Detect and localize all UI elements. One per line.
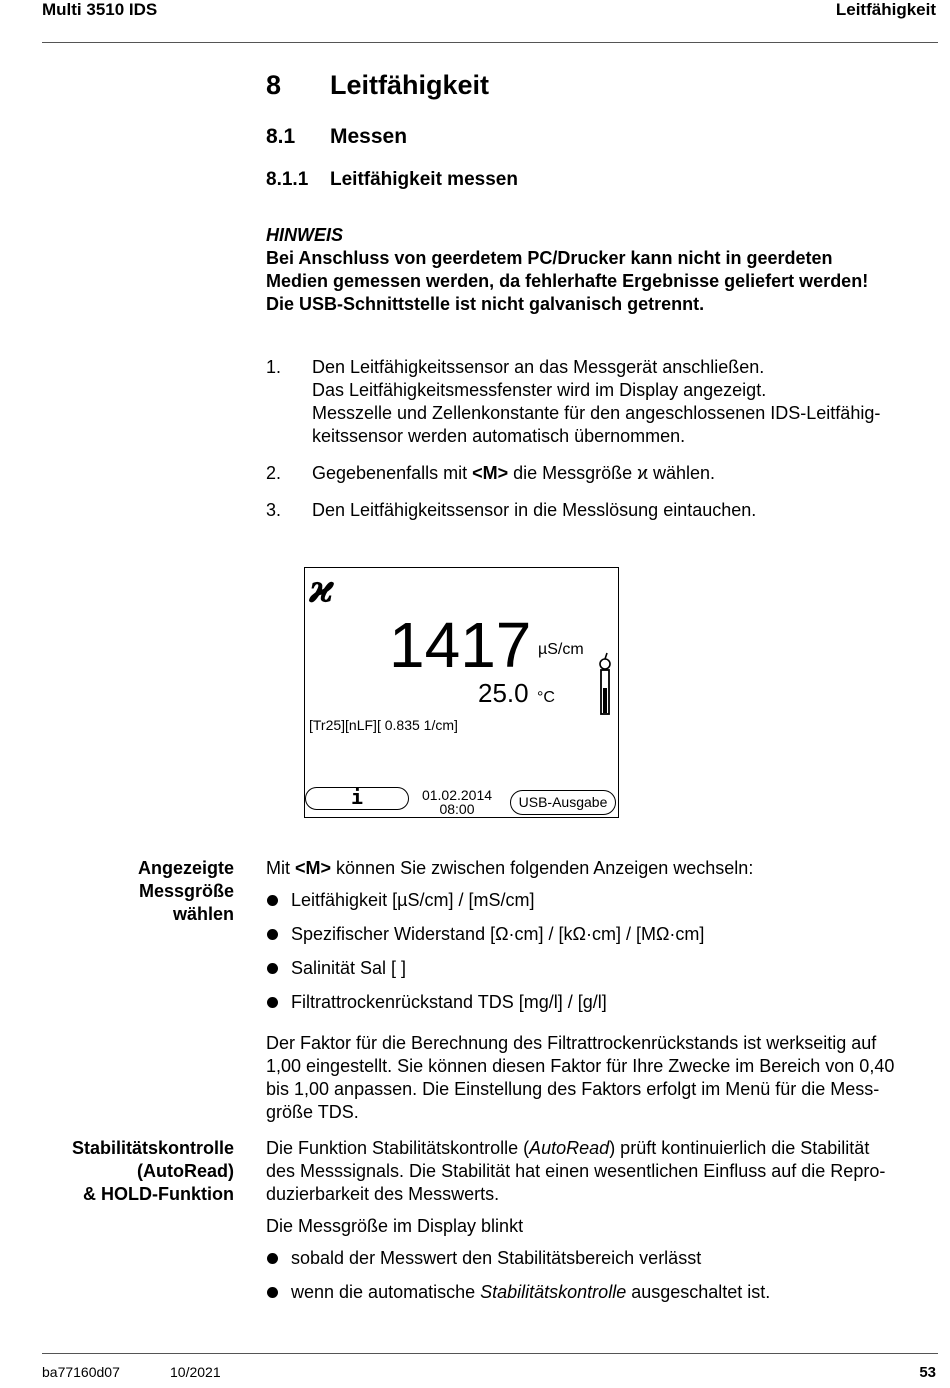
tds-paragraph	[266, 1032, 938, 1124]
paragraph-line	[266, 1137, 938, 1160]
temperature-value: 25.0	[478, 678, 529, 708]
step-line: Den Leitfähigkeitssensor an das Messgerät anschließen.	[312, 357, 765, 377]
step-number: 3.	[266, 500, 282, 520]
step-line: Das Leitfähigkeitsmessfenster wird im Display angezeigt.	[312, 380, 767, 400]
section-title: Messen	[330, 125, 408, 148]
time: 08:00	[439, 801, 475, 817]
text: ) prüft kontinuierlich die Stabilität	[609, 1138, 870, 1158]
step-line: Messzelle und Zellenkonstante für den angeschlossenen IDS-Leitfähig-	[312, 403, 881, 423]
measured-unit: µS/cm	[538, 641, 584, 658]
step-3	[266, 499, 938, 522]
paragraph-line: duzierbarkeit des Messwerts.	[266, 1184, 500, 1204]
side-label-line: & HOLD-Funktion	[83, 1184, 234, 1204]
text: ausgeschaltet ist.	[626, 1282, 771, 1302]
list-item: Spezifischer Widerstand [Ω·cm] / [kΩ·cm] / [MΩ·cm]	[266, 923, 938, 946]
stability-term: Stabilitätskontrolle	[480, 1282, 627, 1302]
page-number: 53	[919, 1364, 936, 1381]
meter-display	[304, 567, 619, 818]
side-label-line: (AutoRead)	[137, 1161, 234, 1181]
list-item	[266, 1281, 938, 1304]
header-rule	[42, 42, 938, 43]
temperature-unit: °C	[537, 689, 555, 706]
conductivity-symbol: ϰ	[309, 566, 334, 611]
step-list	[266, 356, 938, 522]
step-text: Den Leitfähigkeitssensor in die Messlösung eintauchen.	[312, 500, 757, 520]
subsection-heading	[266, 169, 518, 191]
step-2	[266, 462, 938, 485]
datetime	[415, 788, 499, 816]
section-number: 8.1	[266, 125, 296, 148]
side-label-display-quantity	[34, 857, 234, 926]
list-item: Salinität Sal [ ]	[266, 957, 938, 980]
notice-line: Medien gemessen werden, da fehlerhafte Ergebnisse geliefert werden!	[266, 271, 869, 291]
paragraph-line: größe TDS.	[266, 1102, 359, 1122]
side-label-line: wählen	[172, 904, 234, 924]
autoread-paragraph	[266, 1137, 938, 1206]
side-label-line: Messgröße	[138, 881, 234, 901]
list-item: sobald der Messwert den Stabilitätsbereich verlässt	[266, 1247, 938, 1270]
intro-paragraph	[266, 857, 938, 880]
blink-list	[266, 1247, 938, 1304]
chapter-title: Leitfähigkeit	[330, 70, 490, 100]
sensor-icon	[597, 652, 613, 716]
step-text: die Messgröße ϰ wählen.	[508, 463, 716, 483]
intro-text: können Sie zwischen folgenden Anzeigen wechseln:	[331, 858, 754, 878]
chapter-heading	[266, 70, 489, 101]
chapter-number: 8	[266, 70, 282, 100]
step-text: Gegebenenfalls mit	[312, 463, 473, 483]
info-button[interactable]: i	[305, 787, 409, 810]
footer-rule	[42, 1353, 938, 1354]
measured-value: 1417	[389, 609, 532, 681]
list-item: Leitfähigkeit [µS/cm] / [mS/cm]	[266, 889, 938, 912]
paragraph-line: Der Faktor für die Berechnung des Filtrattrockenrückstands ist werkseitig auf	[266, 1033, 877, 1053]
footer-doc-id: ba77160d07	[42, 1364, 120, 1380]
side-label-line: Angezeigte	[137, 858, 234, 878]
status-line: [Tr25][nLF][ 0.835 1/cm]	[309, 717, 458, 733]
key-m: <M>	[472, 463, 509, 483]
paragraph-line: bis 1,00 anpassen. Die Einstellung des Faktors erfolgt im Menü für die Mess-	[266, 1079, 880, 1099]
paragraph-line: des Messsignals. Die Stabilität hat einen wesentlichen Einfluss auf die Repro-	[266, 1161, 886, 1181]
paragraph-line: 1,00 eingestellt. Sie können diesen Faktor für Ihre Zwecke im Bereich von 0,40	[266, 1056, 895, 1076]
notice-line: Die USB-Schnittstelle ist nicht galvanisch getrennt.	[266, 294, 705, 314]
side-label-autoread	[34, 1137, 234, 1206]
step-line: keitssensor werden automatisch übernommen.	[312, 426, 686, 446]
blink-intro: Die Messgröße im Display blinkt	[266, 1216, 524, 1236]
intro-text: Mit	[266, 858, 295, 878]
section-heading	[266, 125, 407, 149]
subsection-number: 8.1.1	[266, 169, 309, 190]
step-number: 1.	[266, 357, 282, 377]
side-label-line: Stabilitätskontrolle	[71, 1138, 234, 1158]
list-item: Filtrattrockenrückstand TDS [mg/l] / [g/l]	[266, 991, 938, 1014]
header-left: Multi 3510 IDS	[42, 0, 158, 19]
step-number: 2.	[266, 463, 282, 483]
notice-title: HINWEIS	[266, 225, 344, 245]
usb-output-softkey[interactable]: USB-Ausgabe	[510, 790, 616, 815]
notice-box	[266, 224, 938, 316]
text: Die Funktion Stabilitätskontrolle (	[266, 1138, 530, 1158]
unit-list	[266, 889, 938, 1014]
autoread-term: AutoRead	[529, 1138, 610, 1158]
key-m: <M>	[295, 858, 332, 878]
text: wenn die automatische	[291, 1282, 481, 1302]
step-1	[266, 356, 938, 448]
date: 01.02.2014	[421, 787, 493, 803]
header-right: Leitfähigkeit	[835, 0, 936, 19]
footer-date: 10/2021	[170, 1364, 221, 1380]
subsection-title: Leitfähigkeit messen	[330, 169, 518, 190]
notice-line: Bei Anschluss von geerdetem PC/Drucker kann nicht in geerdeten	[266, 248, 833, 268]
